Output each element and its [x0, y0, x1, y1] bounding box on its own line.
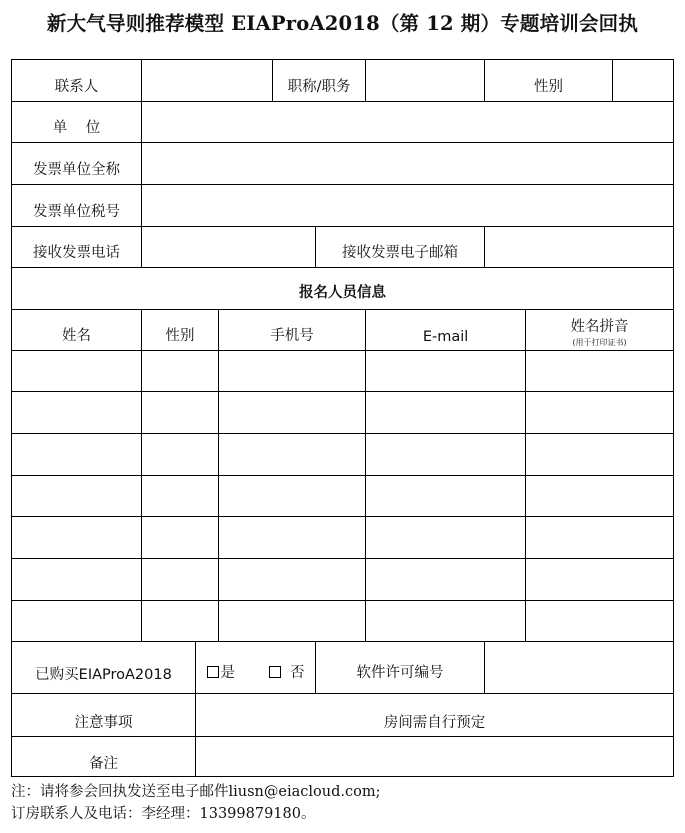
- table-row: [12, 351, 674, 392]
- registrant-name-cell[interactable]: [12, 434, 142, 476]
- table-row: [12, 434, 674, 476]
- no-label: 否: [290, 665, 305, 681]
- registrant-name-cell[interactable]: [12, 351, 142, 392]
- column-header-name: 姓名: [12, 310, 142, 351]
- invoice-tax-label: 发票单位税号: [12, 185, 142, 227]
- registrant-pinyin-cell[interactable]: [526, 559, 674, 601]
- invoice-name-field[interactable]: [142, 143, 674, 185]
- notice-value: 房间需自行预定: [196, 694, 674, 737]
- invoice-phone-label: 接收发票电话: [12, 227, 142, 268]
- yes-checkbox[interactable]: [207, 666, 219, 678]
- pinyin-header-note: (用于打印证书): [572, 338, 627, 347]
- registrant-phone-cell[interactable]: [219, 559, 366, 601]
- position-label: 职称/职务: [273, 60, 366, 102]
- notice-label: 注意事项: [12, 694, 196, 737]
- registrant-phone-cell[interactable]: [219, 434, 366, 476]
- yes-label: 是: [220, 665, 236, 681]
- registrant-gender-cell[interactable]: [142, 601, 219, 642]
- invoice-email-field[interactable]: [485, 227, 674, 268]
- registrant-email-cell[interactable]: [366, 392, 526, 434]
- footer-note-email: 注：请将参会回执发送至电子邮件liusn@eiacloud.com;: [11, 784, 381, 800]
- no-checkbox[interactable]: [269, 666, 281, 678]
- registrant-name-cell[interactable]: [12, 392, 142, 434]
- purchase-no-option[interactable]: [269, 661, 305, 682]
- remarks-label: 备注: [12, 737, 196, 777]
- registrants-section-title: 报名人员信息: [12, 268, 674, 310]
- registrant-gender-cell[interactable]: [142, 392, 219, 434]
- registrant-email-cell[interactable]: [366, 601, 526, 642]
- purchase-yes-option[interactable]: [207, 661, 236, 682]
- contact-person-field[interactable]: [142, 60, 273, 102]
- gender-field[interactable]: [613, 60, 674, 102]
- registrant-gender-cell[interactable]: [142, 517, 219, 559]
- registrant-gender-cell[interactable]: [142, 559, 219, 601]
- registrant-name-cell[interactable]: [12, 476, 142, 517]
- license-label: 软件许可编号: [316, 642, 485, 694]
- registrant-gender-cell[interactable]: [142, 434, 219, 476]
- registrant-name-cell[interactable]: [12, 559, 142, 601]
- registrant-name-cell[interactable]: [12, 601, 142, 642]
- table-row: [12, 559, 674, 601]
- invoice-tax-field[interactable]: [142, 185, 674, 227]
- invoice-name-label: 发票单位全称: [12, 143, 142, 185]
- page-title: 新大气导则推荐模型 EIAProA2018（第 12 期）专题培训会回执: [46, 12, 639, 35]
- contact-person-label: 联系人: [12, 60, 142, 102]
- invoice-tax-row: [12, 185, 674, 227]
- registrant-phone-cell[interactable]: [219, 517, 366, 559]
- registrant-name-cell[interactable]: [12, 517, 142, 559]
- column-header-gender: 性别: [142, 310, 219, 351]
- registrant-email-cell[interactable]: [366, 351, 526, 392]
- registrant-phone-cell[interactable]: [219, 476, 366, 517]
- registration-form: [11, 59, 674, 777]
- purchase-row: [12, 642, 674, 694]
- column-header-phone: 手机号: [219, 310, 366, 351]
- invoice-phone-field[interactable]: [142, 227, 316, 268]
- unit-row: [12, 102, 674, 143]
- registrant-pinyin-cell[interactable]: [526, 476, 674, 517]
- invoice-name-row: [12, 143, 674, 185]
- registrant-pinyin-cell[interactable]: [526, 434, 674, 476]
- registrant-email-cell[interactable]: [366, 476, 526, 517]
- column-header-email: E-mail: [366, 310, 526, 351]
- unit-field[interactable]: [142, 102, 674, 143]
- table-row: [12, 517, 674, 559]
- registrant-phone-cell[interactable]: [219, 601, 366, 642]
- remarks-field[interactable]: [196, 737, 674, 777]
- gender-label: 性别: [485, 60, 613, 102]
- position-field[interactable]: [366, 60, 485, 102]
- purchase-label: 已购买EIAProA2018: [12, 642, 196, 694]
- table-row: [12, 601, 674, 642]
- registrant-gender-cell[interactable]: [142, 476, 219, 517]
- registrants-header-row: [12, 310, 674, 351]
- registrant-email-cell[interactable]: [366, 559, 526, 601]
- unit-label: 单 位: [12, 102, 142, 143]
- registrant-pinyin-cell[interactable]: [526, 601, 674, 642]
- registrant-phone-cell[interactable]: [219, 392, 366, 434]
- registrant-gender-cell[interactable]: [142, 351, 219, 392]
- remarks-row: [12, 737, 674, 777]
- registrant-pinyin-cell[interactable]: [526, 351, 674, 392]
- section-title-row: [12, 268, 674, 310]
- footer-note-hotel: 订房联系人及电话：李经理：13399879180。: [11, 806, 316, 822]
- column-header-pinyin: [526, 310, 674, 351]
- invoice-email-label: 接收发票电子邮箱: [316, 227, 485, 268]
- registrant-phone-cell[interactable]: [219, 351, 366, 392]
- table-row: [12, 392, 674, 434]
- registrant-email-cell[interactable]: [366, 517, 526, 559]
- notice-row: [12, 694, 674, 737]
- pinyin-header-label: 姓名拼音: [570, 319, 629, 335]
- invoice-contact-row: [12, 227, 674, 268]
- registrant-pinyin-cell[interactable]: [526, 392, 674, 434]
- registrant-pinyin-cell[interactable]: [526, 517, 674, 559]
- registrant-email-cell[interactable]: [366, 434, 526, 476]
- table-row: [12, 476, 674, 517]
- purchase-options: [196, 642, 316, 694]
- contact-row: [12, 60, 674, 102]
- license-field[interactable]: [485, 642, 674, 694]
